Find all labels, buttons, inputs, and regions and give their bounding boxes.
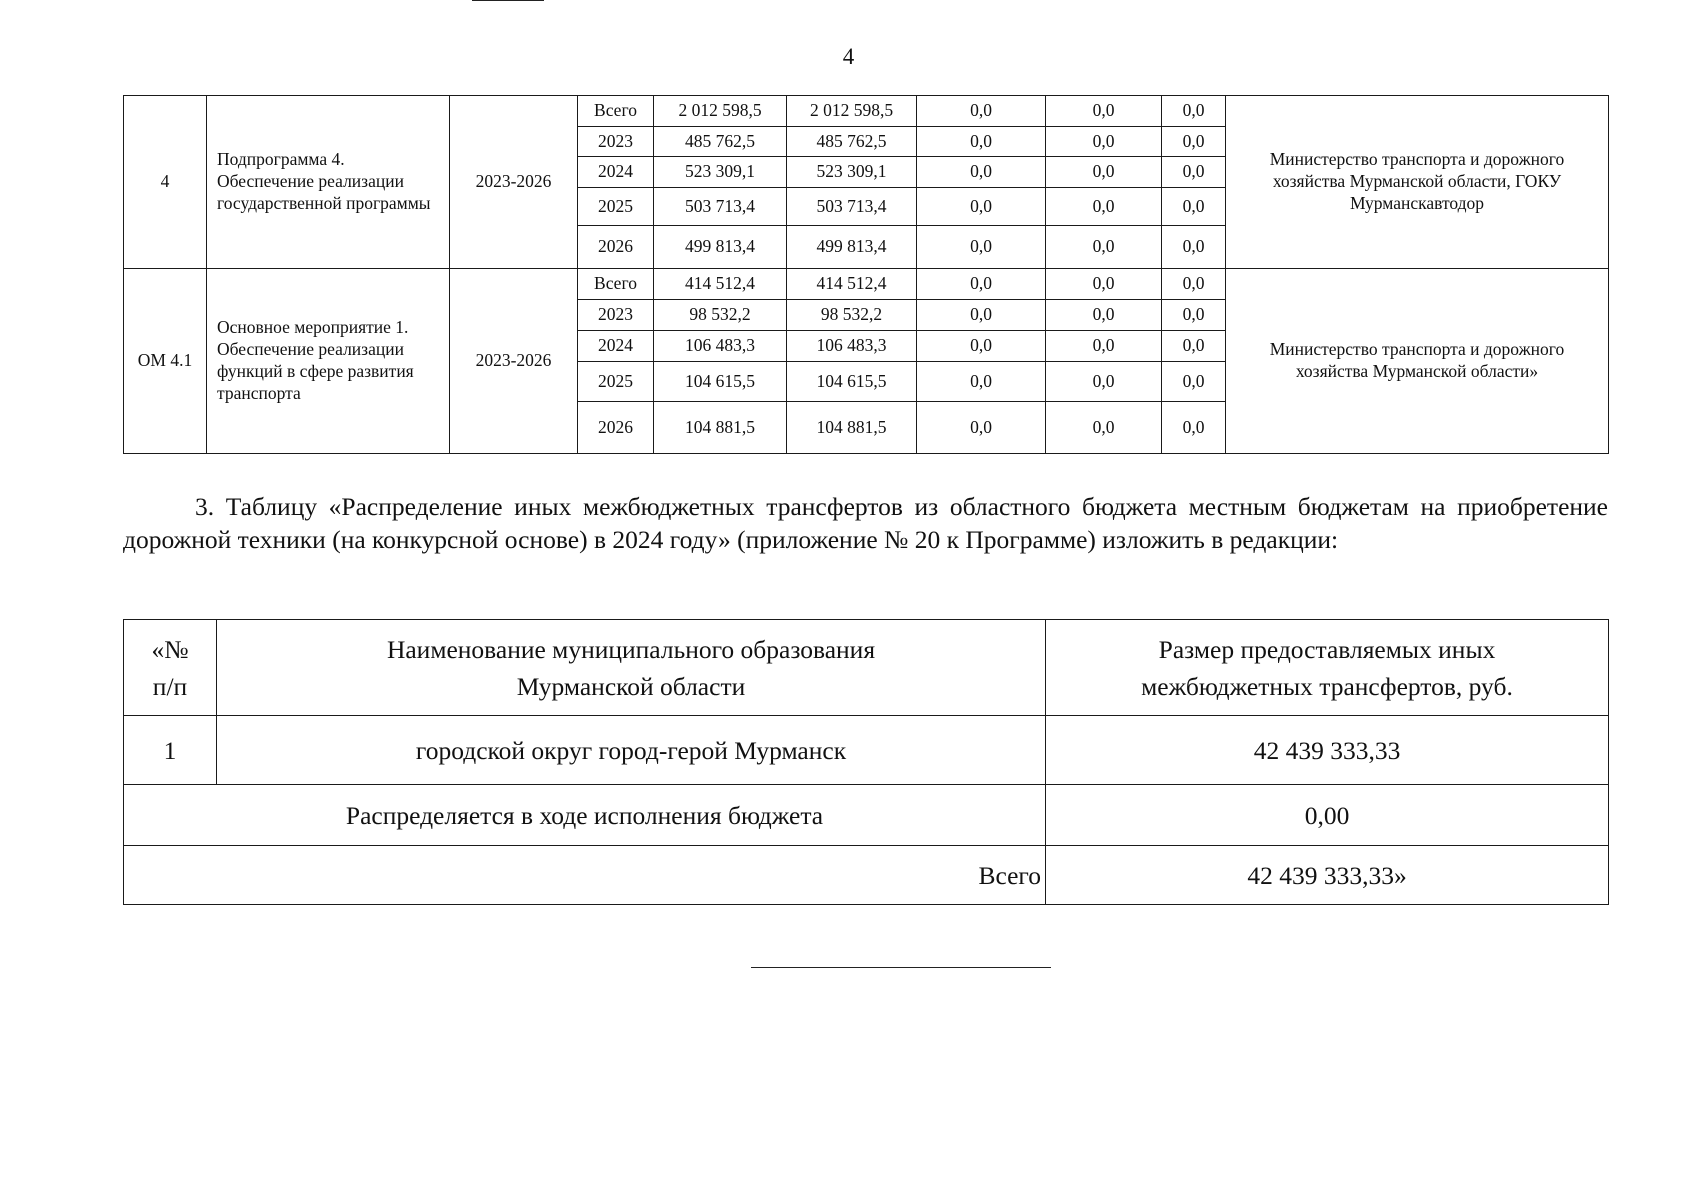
header-amount: [1046, 620, 1609, 716]
municipality-name: городской округ город-герой Мурманск: [217, 716, 1046, 785]
regional-cell: 2 012 598,5: [787, 96, 917, 127]
total-cell: 523 309,1: [654, 157, 787, 188]
distributed-label: Распределяется в ходе исполнения бюджета: [124, 785, 1046, 846]
end-divider-line: [751, 967, 1051, 968]
transfer-amount: 42 439 333,33: [1046, 716, 1609, 785]
row-executor: Министерство транспорта и дорожного хозяйства Мурманской области»: [1226, 269, 1609, 454]
table-row: [124, 785, 1609, 846]
table-row: [124, 269, 1609, 300]
header-number: [124, 620, 217, 716]
total-cell: 104 881,5: [654, 402, 787, 454]
regional-cell: 414 512,4: [787, 269, 917, 300]
other-cell: 0,0: [1162, 362, 1226, 402]
year-cell: Всего: [578, 96, 654, 127]
local-cell: 0,0: [1046, 331, 1162, 362]
federal-cell: 0,0: [917, 188, 1046, 226]
year-cell: 2023: [578, 127, 654, 157]
local-cell: 0,0: [1046, 157, 1162, 188]
regional-cell: 503 713,4: [787, 188, 917, 226]
total-cell: 104 615,5: [654, 362, 787, 402]
year-cell: 2025: [578, 188, 654, 226]
federal-cell: 0,0: [917, 96, 1046, 127]
total-cell: 499 813,4: [654, 226, 787, 269]
total-cell: 503 713,4: [654, 188, 787, 226]
table-header-row: [124, 620, 1609, 716]
other-cell: 0,0: [1162, 402, 1226, 454]
local-cell: 0,0: [1046, 402, 1162, 454]
regional-cell: 104 881,5: [787, 402, 917, 454]
local-cell: 0,0: [1046, 188, 1162, 226]
year-cell: 2026: [578, 402, 654, 454]
year-cell: 2026: [578, 226, 654, 269]
header-municipality-line2: Мурманской области: [516, 671, 746, 701]
regional-cell: 106 483,3: [787, 331, 917, 362]
transfers-table: [123, 619, 1609, 905]
header-municipality: [217, 620, 1046, 716]
federal-cell: 0,0: [917, 127, 1046, 157]
year-cell: 2023: [578, 300, 654, 331]
regional-cell: 98 532,2: [787, 300, 917, 331]
row-number: ОМ 4.1: [124, 269, 207, 454]
regional-cell: 499 813,4: [787, 226, 917, 269]
row-name: Подпрограмма 4. Обеспечение реализации государственной программы: [207, 96, 450, 269]
other-cell: 0,0: [1162, 331, 1226, 362]
other-cell: 0,0: [1162, 157, 1226, 188]
federal-cell: 0,0: [917, 157, 1046, 188]
other-cell: 0,0: [1162, 269, 1226, 300]
header-number-line1: «№: [151, 634, 189, 664]
total-cell: 2 012 598,5: [654, 96, 787, 127]
local-cell: 0,0: [1046, 362, 1162, 402]
year-cell: Всего: [578, 269, 654, 300]
total-cell: 98 532,2: [654, 300, 787, 331]
header-number-line2: п/п: [152, 671, 188, 701]
header-amount-line1: Размер предоставляемых иных: [1158, 634, 1496, 664]
row-period: 2023-2026: [450, 269, 578, 454]
federal-cell: 0,0: [917, 402, 1046, 454]
row-number: 4: [124, 96, 207, 269]
local-cell: 0,0: [1046, 96, 1162, 127]
other-cell: 0,0: [1162, 188, 1226, 226]
federal-cell: 0,0: [917, 300, 1046, 331]
federal-cell: 0,0: [917, 362, 1046, 402]
regional-cell: 104 615,5: [787, 362, 917, 402]
row-period: 2023-2026: [450, 96, 578, 269]
local-cell: 0,0: [1046, 269, 1162, 300]
federal-cell: 0,0: [917, 331, 1046, 362]
local-cell: 0,0: [1046, 300, 1162, 331]
local-cell: 0,0: [1046, 127, 1162, 157]
row-number: 1: [124, 716, 217, 785]
table-row: [124, 716, 1609, 785]
year-cell: 2024: [578, 331, 654, 362]
table-total-row: [124, 846, 1609, 905]
regional-cell: 523 309,1: [787, 157, 917, 188]
other-cell: 0,0: [1162, 127, 1226, 157]
other-cell: 0,0: [1162, 226, 1226, 269]
table-row: [124, 96, 1609, 127]
other-cell: 0,0: [1162, 300, 1226, 331]
row-name: Основное мероприятие 1. Обеспечение реализации функций в сфере развития транспорта: [207, 269, 450, 454]
regional-cell: 485 762,5: [787, 127, 917, 157]
year-cell: 2025: [578, 362, 654, 402]
top-divider-line: [472, 0, 544, 1]
page-number: 4: [842, 44, 855, 69]
total-cell: 485 762,5: [654, 127, 787, 157]
header-municipality-line1: Наименование муниципального образования: [386, 634, 876, 664]
header-amount-line2: межбюджетных трансфертов, руб.: [1141, 671, 1513, 701]
federal-cell: 0,0: [917, 226, 1046, 269]
amendment-paragraph: 3. Таблицу «Распределение иных межбюджетных трансфертов из областного бюджета местным бюджетам на приобретение дорожной техники (на конкурсной основе) в 2024 году» (приложение № 20 к Программе) изложить в редакции:: [123, 492, 1608, 554]
distributed-amount: 0,00: [1046, 785, 1609, 846]
other-cell: 0,0: [1162, 96, 1226, 127]
row-executor: Министерство транспорта и дорожного хозяйства Мурманской области, ГОКУ Мурманскавтодор: [1226, 96, 1609, 269]
year-cell: 2024: [578, 157, 654, 188]
local-cell: 0,0: [1046, 226, 1162, 269]
total-cell: 414 512,4: [654, 269, 787, 300]
total-cell: 106 483,3: [654, 331, 787, 362]
federal-cell: 0,0: [917, 269, 1046, 300]
program-financing-table: [123, 95, 1609, 454]
total-amount: 42 439 333,33»: [1046, 846, 1609, 905]
total-label: Всего: [124, 846, 1046, 905]
